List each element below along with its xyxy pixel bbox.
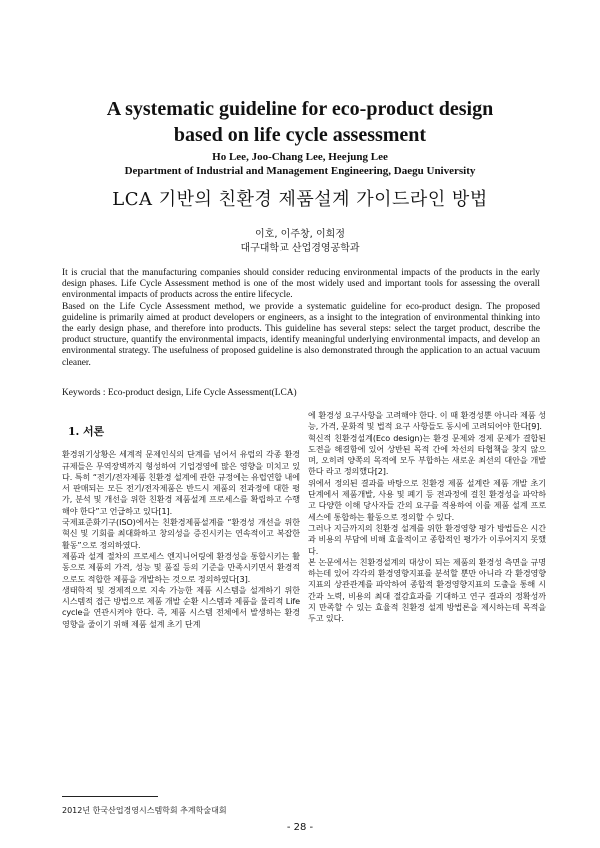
title-en-line-2: based on life cycle assessment: [173, 124, 427, 146]
abstract: [62, 268, 540, 369]
body-paragraph: 본 논문에서는 친환경설계의 대상이 되는 제품의 환경성 측면을 규명하는데 있어 각각의 환경영향지표를 분석할 뿐만 아니라 각 환경영향지표의 상관관계를 파악하여 종합적 환경영향지표의 도출을 통해 시간과 노력, 비용의 최대 절감효과를 기대하고 연구 결과의 정확성까지 만족할 수 있는 효율적 친환경 설계 방법론을 제시하는데 목적을 두고 있다.: [308, 556, 546, 624]
paper-title-ko: LCA 기반의 친환경 제품설계 가이드라인 방법: [112, 189, 488, 210]
keywords: Keywords : Eco-product design, Life Cycle Assessment(LCA): [62, 388, 297, 398]
body-paragraph: 그러나 지금까지의 친환경 설계를 위한 환경영향 평가 방법들은 시간과 비용의 부담에 비해 효율적이고 종합적인 평가가 이루어지지 못했다.: [308, 522, 546, 556]
body-paragraph: 위에서 정의된 결과를 바탕으로 친환경 제품 설계란 제품 개발 초기 단계에서 제품개발, 사용 및 폐기 등 전과정에 걸친 환경성을 파악하고 다양한 이해 당사자들 간의 요구를 적용하여 이를 제품 설계 프로세스에 통합하는 활동으로 정의할 수 있다.: [308, 477, 546, 522]
body-paragraph: 에 환경성 요구사항을 고려해야 한다. 이 때 환경성뿐 아니라 제품 성능, 가격, 문화적 및 법적 요구 사항들도 동시에 고려되어야 한다[9].: [308, 410, 546, 432]
section-heading: 1. 서론: [68, 425, 105, 438]
paper-title-en: [40, 96, 560, 148]
title-en-line-1: A systematic guideline for eco-product design: [106, 98, 494, 120]
footnote-divider: [62, 796, 158, 797]
abstract-paragraph: It is crucial that the manufacturing companies should consider reducing environmental impacts of the products in the early design phases. Life Cycle Assessment method is one of the most widely used and important tools for assessing the overall environmental impacts of products across the entire lifecycle.: [62, 268, 540, 301]
author-block-en: [40, 150, 560, 178]
page-number: - 28 -: [286, 822, 314, 833]
body-paragraph: 혁신적 친환경설계(Eco design)는 환경 문제와 경제 문제가 결합된 도전을 해결함에 있어 상반된 목적 간에 차선의 타협책을 찾지 않으며, 오히려 양쪽의 목적에 모두 부합하는 새로운 최선의 대안을 개발한다 라고 정의했다[2].: [308, 432, 546, 477]
body-paragraph: 제품과 설계 절차의 프로세스 엔지니어링에 환경성을 통합시키는 활동으로 제품의 가격, 성능 및 품질 등의 기준을 만족시키면서 환경적으로도 적합한 제품을 개발하는 것으로 정의하였다[3].: [62, 550, 300, 584]
body-column-left: [62, 410, 300, 630]
affiliation-en: Department of Industrial and Management Engineering, Daegu University: [124, 165, 476, 177]
body-paragraph: 국제표준화기구(ISO)에서는 친환경제품설계를 “환경성 개선을 위한 혁신 및 기회를 최대화하고 창의성을 증진시키는 연속적이고 복잡한 활동”으로 정의하였다.: [62, 517, 300, 550]
affiliation-ko: 대구대학교 산업경영공학과: [240, 243, 360, 254]
body-paragraph: 환경위기상황은 세계적 문제인식의 단계를 넘어서 유럽의 각종 환경규제들은 무역장벽까지 형성하여 기업경영에 많은 영향을 미치고 있다. 특히 “전기/전자제품 친환경 설계에 관한 규정에는 유럽연합 내에서 판매되는 모든 전기/전자제품은 반드시 제품의 전과정에 대한 평가, 분석 및 개선을 위한 친환경 제품설계 프로세스를 확립하고 수행해야 한다”고 언급하고 있다[1].: [62, 449, 300, 516]
authors-en: Ho Lee, Joo-Chang Lee, Heejung Lee: [212, 151, 388, 163]
body-column-right: [308, 410, 546, 625]
body-paragraph: 생태학적 및 경제적으로 지속 가능한 제품 시스템을 설계하기 위한 시스템적 접근 방법으로 제품 개발 순환 시스템과 제품을 물리적 Life cycle을 연관시켜야 한다. 즉, 제품 시스템 전체에서 발생하는 환경영향을 줄이기 위해 제품 설계 초기 단계: [62, 584, 300, 629]
abstract-paragraph: Based on the Life Cycle Assessment method, we provide a systematic guideline for eco-product design. The proposed guideline is primarily aimed at product developers or engineers, as a insight to the integration of environmental thinking into the early design phase, and therefore into products. This guideline has several steps: select the target product, describe the product structure, quantify the environmental impacts, identify meaningful underlying environmental impacts, and develop an environmental strategy. The usefulness of proposed guideline is also demonstrated through the application to an actual vacuum cleaner.: [62, 301, 540, 368]
author-block-ko: [40, 228, 560, 256]
authors-ko: 이호, 이주창, 이희정: [255, 229, 345, 240]
footnote: 2012년 한국산업경영시스템학회 추계학술대회: [62, 806, 227, 815]
